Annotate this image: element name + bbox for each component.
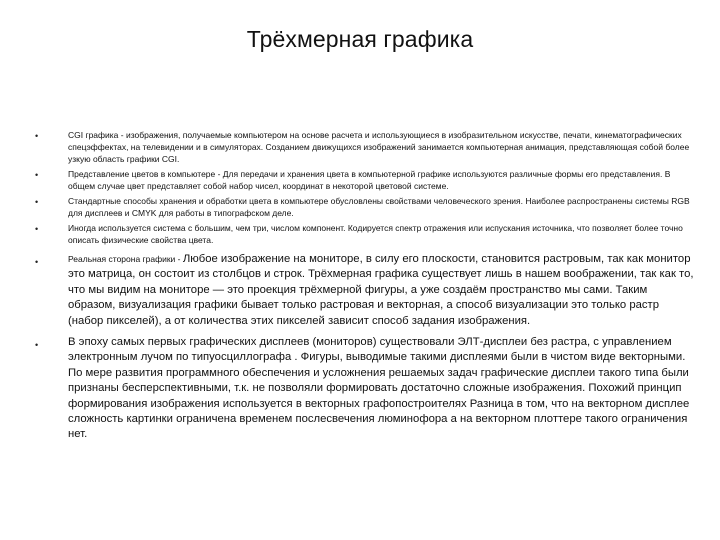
bullet-marker: • — [35, 131, 39, 141]
bullet-list — [35, 129, 696, 447]
bullet-item-cgi — [35, 129, 696, 166]
bullet-marker: • — [35, 170, 39, 180]
bullet-marker: • — [35, 223, 39, 234]
bullet-lead: Реальная сторона графики - — [68, 254, 183, 264]
bullet-item-real-side — [35, 252, 696, 329]
bullet-item-multicomponent — [35, 222, 696, 246]
bullet-text: Стандартные способы хранения и обработки цвета в компьютере обусловлены свойствами человеческого зрения. Наиболее распространены системы RGB для дисплеев и CMYK для работы в типографском деле. — [68, 195, 690, 218]
bullet-text: Представление цветов в компьютере - Для передачи и хранения цвета в компьютерной графике используются различные формы его представления. В общем случае цвет представляет собой набор чисел, координат в некоторой цветовой системе. — [68, 169, 671, 192]
bullet-marker: • — [35, 196, 39, 207]
bullet-text: CGI графика - изображения, получаемые компьютером на основе расчета и использующиеся в изобразительном искусстве, печати, кинематографических спецэффектах, на телевидении и в симуляторах. Созданием движущихся изображений занимается компьютерная анимация, представляющая собой более узкую область графики CGI. — [68, 130, 690, 165]
bullet-text: В эпоху самых первых графических дисплеев (мониторов) существовали ЭЛТ-дисплеи без растра, с управлением электронным лучом по типуосциллографа . Фигуры, выводимые такими дисплеями были в чистом виде векторными. По мере развития программного обеспечения и усложнения решаемых задач графические дисплеи такого типа были признаны бесперспективными, т.к. не позволяли формировать достаточно сложные изображения. Похожий принцип формирования изображения используется в векторных графопостроителях Разница в том, что на векторном дисплее сложность картинки ограничена временем послесвечения люминофора а на векторном плоттере такого ограничения нет. — [68, 336, 690, 441]
bullet-marker: • — [35, 340, 39, 351]
bullet-text: Иногда используется система с большим, чем три, числом компонент. Кодируется спектр отражения или испускания источника, что позволяет более точно описать физические свойства цвета. — [68, 222, 683, 245]
bullet-marker: • — [35, 257, 39, 267]
bullet-text: Любое изображение на мониторе, в силу его плоскости, становится растровым, так как монитор это матрица, он состоит из столбцов и строк. Трёхмерная графика существует лишь в нашем воображении, так как то, что мы видим на мониторе — это проекция трёхмерной фигуры, а уже создаём пространство мы сами. Таким образом, визуализация графики бывает только растровая и векторная, а способ визуализации это только растр (набор пикселей), а от количества этих пикселей зависит способ задания изображения. — [68, 253, 694, 327]
bullet-item-color-representation — [35, 168, 696, 192]
bullet-item-color-storage — [35, 195, 696, 219]
slide-title: Трёхмерная графика — [246, 26, 474, 52]
bullet-item-crt-displays — [35, 335, 696, 443]
